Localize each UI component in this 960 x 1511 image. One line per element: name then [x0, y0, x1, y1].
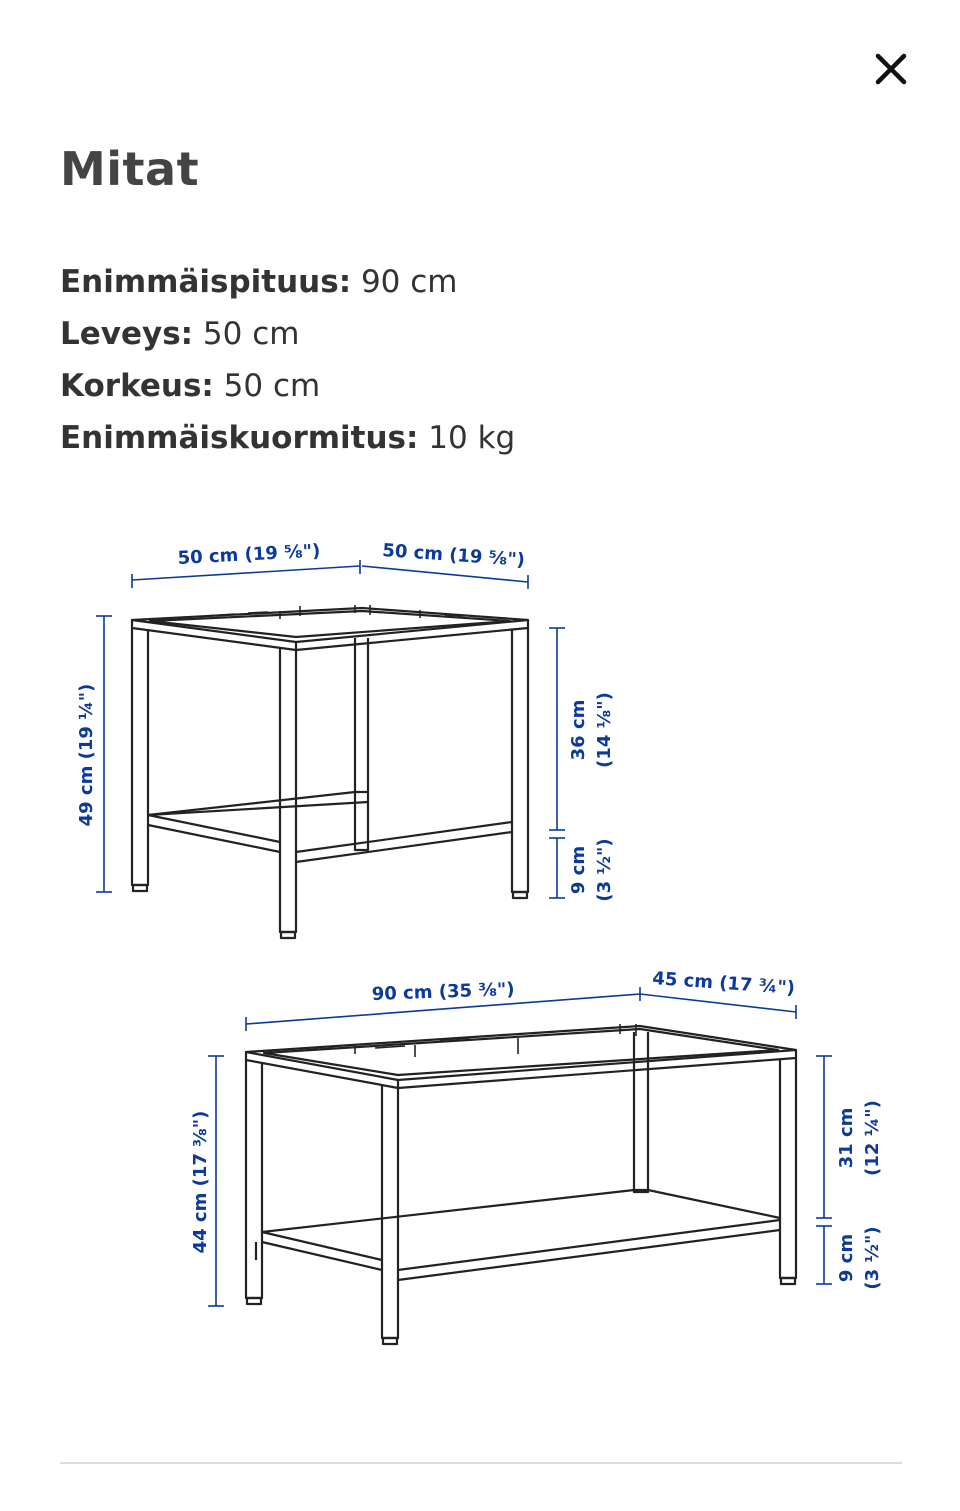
coffee-table-illustration [246, 1024, 796, 1344]
spec-max-length [60, 256, 515, 308]
coffee-table-width-label: 90 cm (35 ⅜") [371, 979, 515, 1005]
side-table-upper-height-in: (14 ⅛") [594, 692, 615, 768]
modal-title: Mitat [60, 142, 200, 196]
spec-max-load [60, 412, 515, 464]
side-table-lower-height-cm: 9 cm [568, 845, 589, 895]
side-table-upper-height-cm: 36 cm [568, 699, 589, 761]
coffee-table-lower-height-cm: 9 cm [836, 1233, 857, 1283]
dimension-drawing [0, 520, 960, 1460]
side-table-depth-label: 50 cm (19 ⅝") [381, 540, 526, 571]
coffee-table-upper-height-cm: 31 cm [836, 1107, 857, 1169]
side-table-height-label: 49 cm (19 ¼") [76, 683, 97, 827]
spec-width [60, 308, 515, 360]
spec-label: Korkeus: [60, 368, 214, 404]
close-icon [866, 46, 916, 96]
side-table-lower-height-in: (3 ½") [594, 838, 615, 902]
specs-list [60, 256, 515, 464]
coffee-table-upper-height-in: (12 ¼") [862, 1100, 883, 1176]
spec-height [60, 360, 515, 412]
divider [60, 1462, 902, 1464]
side-table-width-label: 50 cm (19 ⅝") [177, 540, 321, 569]
spec-value: 50 cm [193, 316, 300, 352]
spec-label: Enimmäiskuormitus: [60, 420, 419, 456]
spec-value: 90 cm [351, 264, 458, 300]
coffee-table-depth-label: 45 cm (17 ¾") [651, 968, 796, 999]
coffee-table-lower-height-in: (3 ½") [862, 1226, 883, 1290]
close-button[interactable] [866, 46, 916, 96]
spec-label: Enimmäispituus: [60, 264, 352, 300]
side-table-illustration [132, 605, 528, 938]
spec-value: 10 kg [418, 420, 516, 456]
spec-value: 50 cm [213, 368, 321, 404]
spec-label: Leveys: [60, 316, 194, 352]
coffee-table-height-label: 44 cm (17 ⅜") [190, 1110, 211, 1254]
